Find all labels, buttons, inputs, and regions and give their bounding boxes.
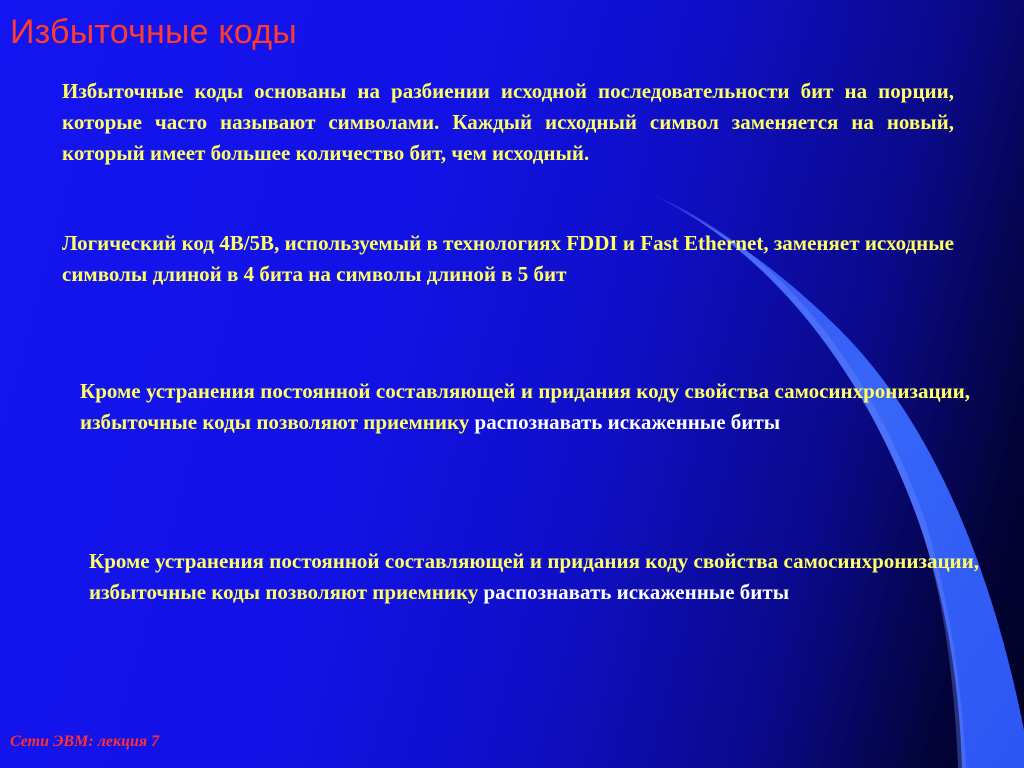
paragraph-redundant-codes: Избыточные коды основаны на разбиении исходной последовательности бит на порции, которые часто называют символами. Каждый исходный символ заменяется на новый, который имеет большее количество бит, чем исходный. <box>62 79 954 165</box>
slide-title: Избыточные коды <box>10 13 297 51</box>
paragraph-error-detection-duplicate <box>89 546 979 608</box>
paragraph-error-detection <box>80 376 970 438</box>
paragraph-4b5b-code: Логический код 4В/5В, используемый в технологиях FDDI и Fast Ethernet, заменяет исходные символы длиной в 4 бита на символы длиной в 5 бит <box>62 231 954 286</box>
paragraph-error-detection-duplicate-yellow: Кроме устранения постоянной составляющей и придания коду свойства самосинхронизации, избыточные коды позволяют приемнику <box>89 549 979 604</box>
paragraph-error-detection-white: распознавать искаженные биты <box>469 410 781 434</box>
paragraph-error-detection-duplicate-white: распознавать искаженные биты <box>478 580 790 604</box>
paragraph-error-detection-yellow: Кроме устранения постоянной составляющей и придания коду свойства самосинхронизации, избыточные коды позволяют приемнику <box>80 379 970 434</box>
slide-footer: Сети ЭВМ: лекция 7 <box>10 733 160 750</box>
